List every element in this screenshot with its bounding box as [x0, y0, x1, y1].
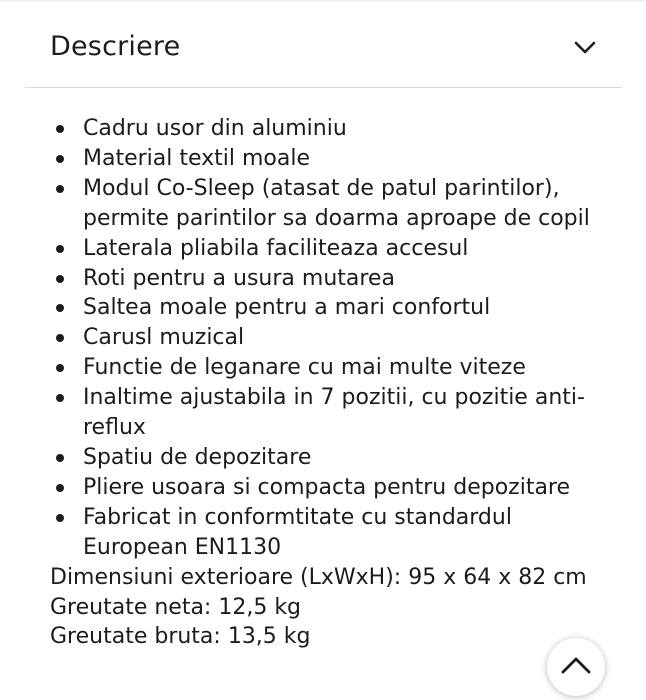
dimensions-text: Dimensiuni exterioare (LxWxH): 95 x 64 x 82 cm [50, 564, 587, 590]
gross-weight-text: Greutate bruta: 13,5 kg [50, 624, 311, 650]
description-accordion-header[interactable] [25, 0, 622, 88]
chevron-down-icon[interactable] [573, 38, 597, 58]
list-item: Roti pentru a usura mutarea [50, 264, 610, 294]
net-weight-text: Greutate neta: 12,5 kg [50, 594, 302, 620]
list-item: Spatiu de depozitare [50, 443, 610, 473]
list-item: Material textil moale [50, 144, 610, 174]
list-item: Functie de leganare cu mai multe viteze [50, 353, 610, 383]
list-item: Modul Co-Sleep (atasat de patul parintilor), permite parintilor sa doarma aproape de copil [50, 174, 610, 234]
list-item: Saltea moale pentru a mari confortul [50, 293, 610, 323]
scroll-to-top-button[interactable] [547, 638, 605, 696]
list-item: Fabricat in conformtitate cu standardul European EN1130 [50, 503, 610, 563]
list-item: Inaltime ajustabila in 7 pozitii, cu pozitie anti-reflux [50, 383, 610, 443]
list-item: Carusl muzical [50, 323, 610, 353]
section-title: Descriere [50, 31, 181, 62]
description-content [50, 114, 610, 652]
feature-list [50, 114, 610, 563]
list-item: Laterala pliabila faciliteaza accesul [50, 234, 610, 264]
list-item: Pliere usoara si compacta pentru depozitare [50, 473, 610, 503]
list-item: Cadru usor din aluminiu [50, 114, 610, 144]
chevron-up-icon [561, 655, 591, 675]
